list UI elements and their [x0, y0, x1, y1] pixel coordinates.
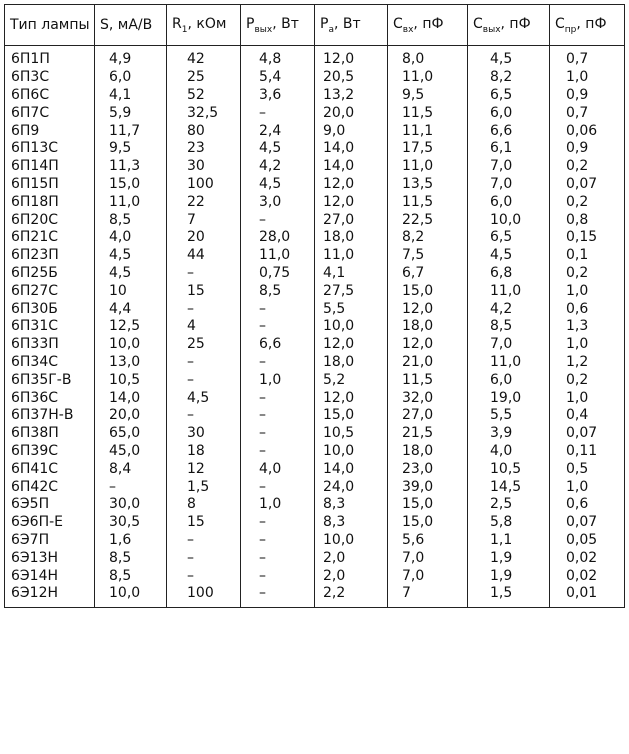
cell-input-capacitance: 23,0: [388, 460, 468, 478]
cell-resistance: 25: [167, 336, 241, 354]
cell-output-power: –: [241, 300, 315, 318]
table-row: [5, 247, 625, 265]
cell-input-capacitance: 15,0: [388, 282, 468, 300]
cell-transconductance: 8,5: [95, 549, 167, 567]
cell-output-power: –: [241, 318, 315, 336]
cell-output-power: –: [241, 425, 315, 443]
cell-resistance: –: [167, 371, 241, 389]
cell-tube-type: 6П6С: [5, 87, 95, 105]
cell-transconductance: 9,5: [95, 140, 167, 158]
header-tube-type: Тип лампы: [5, 5, 95, 46]
cell-output-power: 4,5: [241, 176, 315, 194]
cell-input-capacitance: 18,0: [388, 318, 468, 336]
cell-anode-power: 10,0: [315, 443, 388, 461]
cell-transfer-capacitance: 0,9: [550, 87, 625, 105]
table-row: [5, 443, 625, 461]
table-row: [5, 532, 625, 550]
cell-output-capacitance: 6,0: [468, 104, 550, 122]
cell-transconductance: 8,5: [95, 567, 167, 585]
table-row: [5, 567, 625, 585]
cell-anode-power: 5,2: [315, 371, 388, 389]
cell-resistance: 7: [167, 211, 241, 229]
cell-anode-power: 2,0: [315, 567, 388, 585]
cell-transconductance: 10: [95, 282, 167, 300]
cell-input-capacitance: 11,0: [388, 69, 468, 87]
cell-resistance: –: [167, 567, 241, 585]
header-transfer-capacitance: $C_{пр}$, пФ: [550, 5, 625, 46]
cell-tube-type: 6Э6П-Е: [5, 514, 95, 532]
cell-tube-type: 6П30Б: [5, 300, 95, 318]
cell-input-capacitance: 8,2: [388, 229, 468, 247]
cell-output-power: 5,4: [241, 69, 315, 87]
table-row: [5, 193, 625, 211]
table-row: [5, 87, 625, 105]
table-row: [5, 354, 625, 372]
cell-output-capacitance: 7,0: [468, 158, 550, 176]
cell-input-capacitance: 12,0: [388, 300, 468, 318]
cell-input-capacitance: 6,7: [388, 265, 468, 283]
cell-anode-power: 10,0: [315, 532, 388, 550]
cell-transconductance: 4,4: [95, 300, 167, 318]
cell-transfer-capacitance: 0,7: [550, 46, 625, 69]
cell-output-capacitance: 4,0: [468, 443, 550, 461]
cell-anode-power: 18,0: [315, 229, 388, 247]
cell-input-capacitance: 22,5: [388, 211, 468, 229]
cell-output-power: –: [241, 211, 315, 229]
header-output-capacitance: $C_{вых}$, пФ: [468, 5, 550, 46]
table-row: [5, 585, 625, 607]
cell-transfer-capacitance: 0,11: [550, 443, 625, 461]
cell-anode-power: 8,3: [315, 496, 388, 514]
cell-transconductance: 5,9: [95, 104, 167, 122]
cell-output-capacitance: 6,5: [468, 87, 550, 105]
cell-resistance: 42: [167, 46, 241, 69]
header-row: [5, 5, 625, 46]
cell-transfer-capacitance: 0,2: [550, 193, 625, 211]
cell-tube-type: 6П38П: [5, 425, 95, 443]
cell-input-capacitance: 11,1: [388, 122, 468, 140]
cell-transconductance: 15,0: [95, 176, 167, 194]
cell-tube-type: 6П13С: [5, 140, 95, 158]
cell-transfer-capacitance: 0,6: [550, 300, 625, 318]
cell-resistance: –: [167, 265, 241, 283]
cell-output-capacitance: 1,9: [468, 549, 550, 567]
cell-resistance: 15: [167, 282, 241, 300]
cell-input-capacitance: 11,0: [388, 158, 468, 176]
table-row: [5, 104, 625, 122]
cell-transconductance: –: [95, 478, 167, 496]
cell-input-capacitance: 21,5: [388, 425, 468, 443]
cell-output-capacitance: 4,2: [468, 300, 550, 318]
cell-anode-power: 2,2: [315, 585, 388, 607]
cell-tube-type: 6П20С: [5, 211, 95, 229]
table-row: [5, 460, 625, 478]
cell-resistance: 44: [167, 247, 241, 265]
table-row: [5, 265, 625, 283]
cell-transconductance: 65,0: [95, 425, 167, 443]
cell-tube-type: 6П14П: [5, 158, 95, 176]
cell-tube-type: 6П7С: [5, 104, 95, 122]
cell-output-power: –: [241, 389, 315, 407]
cell-tube-type: 6Э7П: [5, 532, 95, 550]
table-row: [5, 389, 625, 407]
cell-anode-power: 8,3: [315, 514, 388, 532]
cell-output-capacitance: 10,0: [468, 211, 550, 229]
table-row: [5, 496, 625, 514]
cell-tube-type: 6П18П: [5, 193, 95, 211]
cell-output-power: –: [241, 585, 315, 607]
cell-output-capacitance: 1,1: [468, 532, 550, 550]
cell-anode-power: 27,5: [315, 282, 388, 300]
table-row: [5, 371, 625, 389]
header-anode-power: $P_a$, Вт: [315, 5, 388, 46]
cell-transconductance: 4,1: [95, 87, 167, 105]
cell-output-power: 6,6: [241, 336, 315, 354]
cell-output-power: –: [241, 478, 315, 496]
table-row: [5, 229, 625, 247]
cell-output-power: 28,0: [241, 229, 315, 247]
cell-resistance: –: [167, 354, 241, 372]
cell-tube-type: 6П35Г-В: [5, 371, 95, 389]
cell-output-power: 1,0: [241, 371, 315, 389]
cell-output-capacitance: 14,5: [468, 478, 550, 496]
cell-transconductance: 20,0: [95, 407, 167, 425]
cell-input-capacitance: 18,0: [388, 443, 468, 461]
cell-output-capacitance: 4,5: [468, 247, 550, 265]
cell-anode-power: 4,1: [315, 265, 388, 283]
cell-transconductance: 10,5: [95, 371, 167, 389]
cell-transfer-capacitance: 0,2: [550, 371, 625, 389]
cell-resistance: 1,5: [167, 478, 241, 496]
cell-output-power: 1,0: [241, 496, 315, 514]
cell-output-capacitance: 8,5: [468, 318, 550, 336]
cell-anode-power: 24,0: [315, 478, 388, 496]
cell-tube-type: 6Э12Н: [5, 585, 95, 607]
cell-transconductance: 8,5: [95, 211, 167, 229]
table-row: [5, 140, 625, 158]
cell-input-capacitance: 5,6: [388, 532, 468, 550]
cell-resistance: –: [167, 532, 241, 550]
cell-transconductance: 10,0: [95, 336, 167, 354]
cell-output-capacitance: 3,9: [468, 425, 550, 443]
cell-tube-type: 6Э14Н: [5, 567, 95, 585]
cell-output-power: 8,5: [241, 282, 315, 300]
table-row: [5, 549, 625, 567]
cell-tube-type: 6П39С: [5, 443, 95, 461]
cell-tube-type: 6П37Н-В: [5, 407, 95, 425]
table-row: [5, 425, 625, 443]
cell-anode-power: 20,5: [315, 69, 388, 87]
cell-output-power: –: [241, 104, 315, 122]
cell-input-capacitance: 11,5: [388, 193, 468, 211]
cell-tube-type: 6П23П: [5, 247, 95, 265]
cell-transfer-capacitance: 0,01: [550, 585, 625, 607]
cell-output-power: 11,0: [241, 247, 315, 265]
cell-tube-type: 6П34С: [5, 354, 95, 372]
table-row: [5, 158, 625, 176]
table-row: [5, 122, 625, 140]
cell-transconductance: 1,6: [95, 532, 167, 550]
cell-output-power: 3,6: [241, 87, 315, 105]
cell-input-capacitance: 13,5: [388, 176, 468, 194]
cell-transfer-capacitance: 0,2: [550, 265, 625, 283]
cell-anode-power: 12,0: [315, 46, 388, 69]
cell-input-capacitance: 39,0: [388, 478, 468, 496]
cell-output-capacitance: 6,0: [468, 371, 550, 389]
table-row: [5, 300, 625, 318]
cell-input-capacitance: 15,0: [388, 514, 468, 532]
cell-input-capacitance: 32,0: [388, 389, 468, 407]
cell-transfer-capacitance: 0,06: [550, 122, 625, 140]
cell-transfer-capacitance: 0,15: [550, 229, 625, 247]
cell-output-power: 0,75: [241, 265, 315, 283]
cell-resistance: 100: [167, 176, 241, 194]
table-row: [5, 407, 625, 425]
cell-resistance: –: [167, 300, 241, 318]
tube-parameters-table-container: [4, 4, 624, 608]
cell-output-capacitance: 6,6: [468, 122, 550, 140]
cell-output-power: –: [241, 567, 315, 585]
cell-tube-type: 6П3С: [5, 69, 95, 87]
cell-resistance: 23: [167, 140, 241, 158]
cell-anode-power: 20,0: [315, 104, 388, 122]
cell-output-capacitance: 6,5: [468, 229, 550, 247]
cell-anode-power: 15,0: [315, 407, 388, 425]
cell-output-capacitance: 7,0: [468, 336, 550, 354]
cell-transconductance: 6,0: [95, 69, 167, 87]
cell-transfer-capacitance: 0,8: [550, 211, 625, 229]
cell-resistance: –: [167, 549, 241, 567]
cell-anode-power: 14,0: [315, 158, 388, 176]
cell-output-capacitance: 5,5: [468, 407, 550, 425]
table-row: [5, 282, 625, 300]
cell-resistance: 80: [167, 122, 241, 140]
cell-transconductance: 14,0: [95, 389, 167, 407]
cell-anode-power: 12,0: [315, 336, 388, 354]
cell-resistance: 4: [167, 318, 241, 336]
table-row: [5, 176, 625, 194]
cell-anode-power: 27,0: [315, 211, 388, 229]
cell-input-capacitance: 21,0: [388, 354, 468, 372]
cell-anode-power: 5,5: [315, 300, 388, 318]
table-body: [5, 46, 625, 608]
table-row: [5, 211, 625, 229]
table-row: [5, 69, 625, 87]
cell-transconductance: 13,0: [95, 354, 167, 372]
header-resistance: $R_1$, кОм: [167, 5, 241, 46]
cell-output-capacitance: 7,0: [468, 176, 550, 194]
cell-resistance: 25: [167, 69, 241, 87]
cell-transfer-capacitance: 0,05: [550, 532, 625, 550]
cell-tube-type: 6П15П: [5, 176, 95, 194]
cell-output-power: –: [241, 407, 315, 425]
cell-output-capacitance: 19,0: [468, 389, 550, 407]
cell-tube-type: 6Э5П: [5, 496, 95, 514]
header-input-capacitance: $C_{вх}$, пФ: [388, 5, 468, 46]
cell-output-power: –: [241, 354, 315, 372]
cell-output-capacitance: 2,5: [468, 496, 550, 514]
cell-output-capacitance: 6,0: [468, 193, 550, 211]
cell-output-capacitance: 6,8: [468, 265, 550, 283]
cell-transfer-capacitance: 0,5: [550, 460, 625, 478]
cell-output-power: –: [241, 443, 315, 461]
cell-output-power: 4,0: [241, 460, 315, 478]
cell-transfer-capacitance: 0,02: [550, 549, 625, 567]
cell-anode-power: 10,5: [315, 425, 388, 443]
cell-output-power: –: [241, 549, 315, 567]
cell-output-power: 2,4: [241, 122, 315, 140]
cell-resistance: –: [167, 407, 241, 425]
cell-output-capacitance: 6,1: [468, 140, 550, 158]
cell-transconductance: 30,0: [95, 496, 167, 514]
cell-transconductance: 30,5: [95, 514, 167, 532]
cell-input-capacitance: 9,5: [388, 87, 468, 105]
cell-transconductance: 12,5: [95, 318, 167, 336]
cell-transconductance: 4,5: [95, 247, 167, 265]
cell-transconductance: 4,9: [95, 46, 167, 69]
cell-transconductance: 8,4: [95, 460, 167, 478]
cell-transfer-capacitance: 1,0: [550, 389, 625, 407]
cell-output-capacitance: 10,5: [468, 460, 550, 478]
cell-anode-power: 9,0: [315, 122, 388, 140]
cell-transfer-capacitance: 1,2: [550, 354, 625, 372]
cell-output-capacitance: 1,5: [468, 585, 550, 607]
cell-transfer-capacitance: 0,2: [550, 158, 625, 176]
cell-output-capacitance: 8,2: [468, 69, 550, 87]
cell-anode-power: 10,0: [315, 318, 388, 336]
cell-resistance: 15: [167, 514, 241, 532]
table-row: [5, 318, 625, 336]
cell-input-capacitance: 11,5: [388, 371, 468, 389]
cell-transconductance: 10,0: [95, 585, 167, 607]
cell-input-capacitance: 7,5: [388, 247, 468, 265]
cell-anode-power: 12,0: [315, 389, 388, 407]
table-row: [5, 336, 625, 354]
cell-transfer-capacitance: 1,0: [550, 478, 625, 496]
cell-transconductance: 4,5: [95, 265, 167, 283]
cell-output-power: 4,2: [241, 158, 315, 176]
cell-tube-type: 6П27С: [5, 282, 95, 300]
cell-input-capacitance: 7,0: [388, 567, 468, 585]
cell-resistance: 22: [167, 193, 241, 211]
cell-input-capacitance: 15,0: [388, 496, 468, 514]
cell-output-power: 3,0: [241, 193, 315, 211]
cell-resistance: 4,5: [167, 389, 241, 407]
tube-parameters-table: [4, 4, 625, 608]
cell-transconductance: 4,0: [95, 229, 167, 247]
cell-transconductance: 11,0: [95, 193, 167, 211]
cell-anode-power: 2,0: [315, 549, 388, 567]
cell-output-power: –: [241, 532, 315, 550]
cell-transfer-capacitance: 1,0: [550, 282, 625, 300]
cell-transconductance: 11,3: [95, 158, 167, 176]
cell-resistance: 12: [167, 460, 241, 478]
table-row: [5, 46, 625, 69]
cell-anode-power: 18,0: [315, 354, 388, 372]
cell-tube-type: 6П25Б: [5, 265, 95, 283]
cell-transfer-capacitance: 0,4: [550, 407, 625, 425]
cell-tube-type: 6П33П: [5, 336, 95, 354]
cell-transconductance: 45,0: [95, 443, 167, 461]
cell-resistance: 100: [167, 585, 241, 607]
cell-tube-type: 6П1П: [5, 46, 95, 69]
cell-output-power: 4,8: [241, 46, 315, 69]
cell-anode-power: 13,2: [315, 87, 388, 105]
table-row: [5, 514, 625, 532]
cell-anode-power: 14,0: [315, 140, 388, 158]
cell-tube-type: 6Э13Н: [5, 549, 95, 567]
cell-transfer-capacitance: 0,9: [550, 140, 625, 158]
cell-anode-power: 12,0: [315, 176, 388, 194]
cell-output-capacitance: 11,0: [468, 354, 550, 372]
cell-input-capacitance: 11,5: [388, 104, 468, 122]
cell-tube-type: 6П42С: [5, 478, 95, 496]
cell-transfer-capacitance: 1,0: [550, 336, 625, 354]
cell-transfer-capacitance: 0,07: [550, 425, 625, 443]
cell-output-power: 4,5: [241, 140, 315, 158]
cell-transfer-capacitance: 0,6: [550, 496, 625, 514]
cell-resistance: 20: [167, 229, 241, 247]
cell-input-capacitance: 27,0: [388, 407, 468, 425]
cell-resistance: 18: [167, 443, 241, 461]
cell-tube-type: 6П41С: [5, 460, 95, 478]
cell-transconductance: 11,7: [95, 122, 167, 140]
cell-transfer-capacitance: 1,3: [550, 318, 625, 336]
cell-output-capacitance: 11,0: [468, 282, 550, 300]
header-output-power: $P_{вых}$, Вт: [241, 5, 315, 46]
header-transconductance: S, мА/В: [95, 5, 167, 46]
cell-anode-power: 11,0: [315, 247, 388, 265]
cell-input-capacitance: 8,0: [388, 46, 468, 69]
cell-transfer-capacitance: 0,07: [550, 514, 625, 532]
cell-input-capacitance: 17,5: [388, 140, 468, 158]
cell-input-capacitance: 12,0: [388, 336, 468, 354]
cell-transfer-capacitance: 0,07: [550, 176, 625, 194]
cell-tube-type: 6П31С: [5, 318, 95, 336]
cell-input-capacitance: 7: [388, 585, 468, 607]
cell-tube-type: 6П36С: [5, 389, 95, 407]
cell-output-capacitance: 4,5: [468, 46, 550, 69]
cell-resistance: 52: [167, 87, 241, 105]
cell-tube-type: 6П21С: [5, 229, 95, 247]
cell-anode-power: 12,0: [315, 193, 388, 211]
cell-output-capacitance: 5,8: [468, 514, 550, 532]
cell-input-capacitance: 7,0: [388, 549, 468, 567]
cell-output-capacitance: 1,9: [468, 567, 550, 585]
cell-transfer-capacitance: 0,7: [550, 104, 625, 122]
cell-resistance: 30: [167, 425, 241, 443]
cell-tube-type: 6П9: [5, 122, 95, 140]
cell-output-power: –: [241, 514, 315, 532]
cell-transfer-capacitance: 0,1: [550, 247, 625, 265]
table-row: [5, 478, 625, 496]
cell-transfer-capacitance: 1,0: [550, 69, 625, 87]
cell-resistance: 30: [167, 158, 241, 176]
cell-resistance: 8: [167, 496, 241, 514]
cell-resistance: 32,5: [167, 104, 241, 122]
cell-anode-power: 14,0: [315, 460, 388, 478]
cell-transfer-capacitance: 0,02: [550, 567, 625, 585]
